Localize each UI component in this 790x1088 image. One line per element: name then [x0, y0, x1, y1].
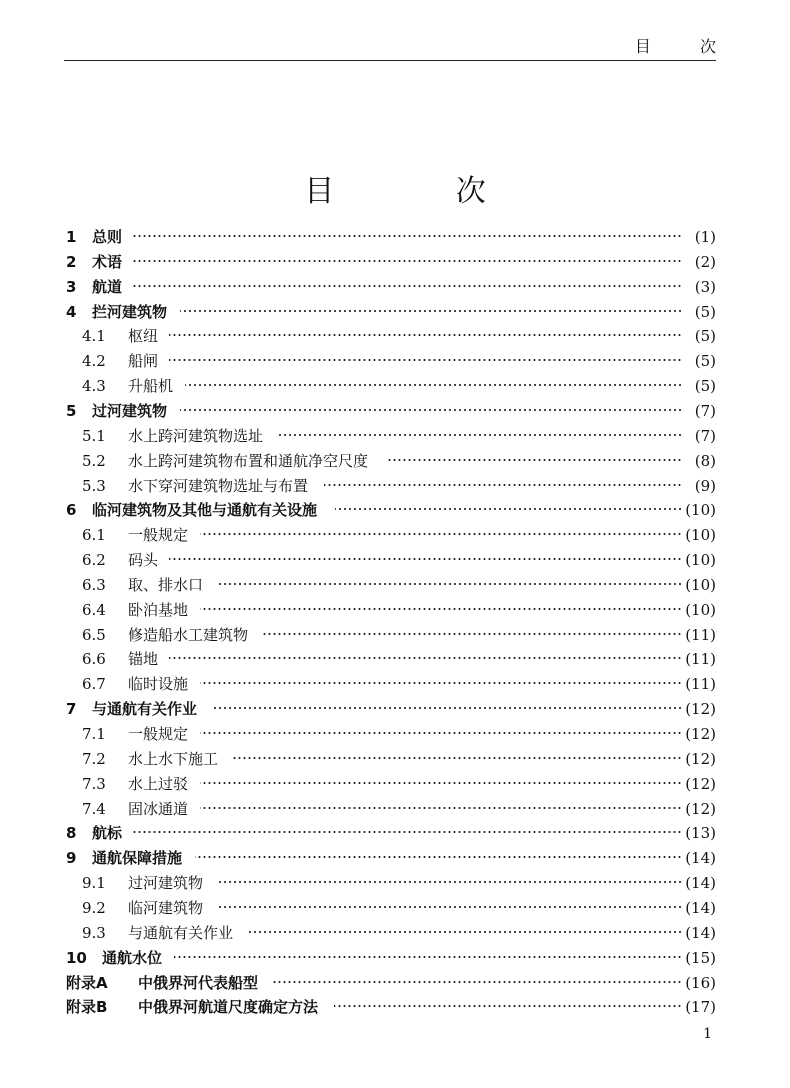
- toc-entry-number: 7.3: [82, 774, 106, 793]
- toc-entry-number: 4.2: [82, 352, 106, 371]
- toc-entry-title: 与通航有关作业: [128, 923, 234, 942]
- toc-entry[interactable]: [0, 599, 790, 621]
- toc-entry[interactable]: [0, 847, 790, 869]
- toc-entry-number: 6.6: [82, 650, 106, 669]
- toc-entry-page: (7): [694, 401, 716, 420]
- toc-entry-number: 7.1: [82, 725, 106, 743]
- toc-leader-dots: [200, 730, 682, 736]
- toc-entry-number: 5: [66, 401, 77, 420]
- toc-entry-title: 水上跨河建筑物布置和通航净空尺度: [128, 451, 369, 470]
- toc-entry[interactable]: [0, 624, 790, 646]
- toc-leader-dots: [169, 357, 682, 363]
- toc-entry-page: (10): [685, 600, 716, 619]
- toc-entry[interactable]: [0, 350, 790, 372]
- toc-leader-dots: [272, 979, 682, 985]
- toc-entry-title: 术语: [92, 252, 123, 271]
- toc-leader-dots: [133, 829, 682, 835]
- toc-leader-dots: [200, 805, 682, 811]
- toc-entry-page: (14): [685, 849, 716, 868]
- toc-entry-number: 6.1: [82, 526, 106, 545]
- toc-leader-dots: [200, 780, 682, 786]
- toc-entry-number: 9.2: [82, 898, 106, 917]
- toc-entry-page: (10): [685, 526, 716, 545]
- toc-entry-page: (11): [685, 650, 716, 669]
- toc-entry-page: (12): [685, 700, 716, 719]
- toc-entry[interactable]: [0, 872, 790, 894]
- toc-entry-number: 7: [66, 700, 77, 719]
- toc-entry-title: 过河建筑物: [92, 401, 168, 420]
- page-title: 目 次: [304, 174, 542, 209]
- toc-leader-dots: [334, 1003, 682, 1009]
- toc-leader-dots: [247, 929, 683, 935]
- toc-entry-page: (8): [694, 451, 716, 470]
- toc-entry-number: 9.3: [82, 923, 106, 942]
- toc-entry[interactable]: [0, 947, 790, 969]
- toc-entry-page: (10): [685, 551, 716, 570]
- toc-entry-title: 航道: [92, 277, 123, 296]
- toc-entry-title: 中俄界河代表船型: [138, 973, 259, 992]
- toc-leader-dots: [180, 308, 683, 314]
- toc-entry[interactable]: [0, 698, 790, 720]
- toc-leader-dots: [200, 606, 682, 612]
- toc-leader-dots: [133, 258, 682, 264]
- toc-entry-number: 6: [66, 501, 77, 520]
- toc-entry[interactable]: [0, 673, 790, 695]
- toc-entry-page: (9): [694, 476, 716, 495]
- toc-entry[interactable]: [0, 375, 790, 397]
- toc-entry-page: (13): [685, 824, 716, 843]
- toc-entry-title: 通航保障措施: [92, 849, 183, 868]
- running-head: 目 次: [634, 37, 738, 56]
- toc-entry-title: 取、排水口: [128, 575, 204, 594]
- toc-leader-dots: [335, 506, 683, 512]
- toc-entry-number: 9.1: [82, 874, 106, 893]
- toc-leader-dots: [180, 407, 683, 413]
- toc-leader-dots: [231, 755, 682, 761]
- toc-entry-number: 5.3: [82, 476, 106, 495]
- toc-entry-page: (5): [694, 302, 716, 321]
- toc-leader-dots: [386, 457, 682, 463]
- toc-leader-dots: [174, 954, 682, 960]
- toc-entry-number: 3: [66, 277, 77, 296]
- toc-entry[interactable]: [0, 773, 790, 795]
- toc-entry-title: 航标: [92, 824, 123, 843]
- toc-entry-page: (17): [685, 998, 716, 1017]
- toc-entry-page: (3): [694, 277, 716, 296]
- toc-entry-title: 水上过驳: [128, 774, 189, 793]
- toc-entry-page: (11): [685, 675, 716, 694]
- toc-leader-dots: [216, 879, 683, 885]
- toc-entry-number: 附录A: [66, 973, 108, 992]
- toc-entry-page: (11): [685, 625, 716, 644]
- toc-entry-page: (12): [685, 749, 716, 768]
- toc-entry-title: 修造船水工建筑物: [128, 625, 249, 644]
- toc-entry-page: (12): [685, 799, 716, 818]
- toc-entry-title: 一般规定: [128, 526, 189, 545]
- toc-entry-number: 6.3: [82, 575, 106, 594]
- toc-entry-number: 6.7: [82, 675, 106, 694]
- toc-entry-number: 4: [66, 302, 77, 321]
- toc-entry[interactable]: [0, 524, 790, 546]
- toc-leader-dots: [278, 432, 683, 438]
- page-number: 1: [703, 1026, 712, 1042]
- toc-entry[interactable]: [0, 574, 790, 596]
- toc-entry[interactable]: [0, 822, 790, 844]
- toc-entry-number: 6.5: [82, 625, 106, 644]
- toc-entry-title: 码头: [128, 551, 159, 570]
- toc-entry-number: 8: [66, 824, 77, 843]
- toc-entry[interactable]: [0, 748, 790, 770]
- toc-leader-dots: [200, 680, 682, 686]
- toc-entry[interactable]: [0, 276, 790, 298]
- toc-leader-dots: [185, 382, 683, 388]
- toc-entry-title: 拦河建筑物: [92, 302, 168, 321]
- toc-leader-dots: [133, 283, 682, 289]
- toc-entry-page: (1): [694, 228, 716, 246]
- toc-entry[interactable]: [0, 251, 790, 273]
- toc-leader-dots: [133, 233, 682, 239]
- toc-entry[interactable]: [0, 798, 790, 820]
- toc-entry-number: 2: [66, 252, 77, 271]
- toc-entry-number: 5.1: [82, 426, 106, 445]
- toc-leader-dots: [200, 531, 682, 537]
- toc-entry-page: (10): [685, 501, 716, 520]
- toc-entry[interactable]: [0, 972, 790, 994]
- toc-leader-dots: [216, 904, 683, 910]
- toc-entry-title: 水上跨河建筑物选址: [128, 426, 264, 445]
- toc-entry-number: 1: [66, 228, 77, 246]
- toc-entry-page: (16): [685, 973, 716, 992]
- toc-entry-number: 4.1: [82, 327, 106, 346]
- toc-entry-page: (2): [694, 252, 716, 271]
- toc-entry[interactable]: [0, 549, 790, 571]
- toc-entry[interactable]: [0, 648, 790, 670]
- toc-entry-title: 临河建筑物: [128, 898, 204, 917]
- toc-entry-number: 9: [66, 849, 77, 868]
- toc-leader-dots: [324, 482, 682, 488]
- toc-entry[interactable]: [0, 723, 790, 745]
- toc-entry-title: 过河建筑物: [128, 874, 204, 893]
- toc-entry[interactable]: [0, 425, 790, 447]
- toc-entry-title: 与通航有关作业: [92, 700, 198, 719]
- toc-entry[interactable]: [0, 996, 790, 1018]
- toc-leader-dots: [169, 332, 682, 338]
- toc-entry-title: 固冰通道: [128, 799, 189, 818]
- toc-leader-dots: [195, 854, 682, 860]
- toc-entry-page: (7): [694, 426, 716, 445]
- toc-entry-number: 7.2: [82, 749, 106, 768]
- toc-entry-number: 附录B: [66, 998, 108, 1017]
- toc-entry-number: 10: [66, 948, 87, 967]
- toc-entry-title: 卧泊基地: [128, 600, 189, 619]
- toc-entry-page: (12): [685, 725, 716, 743]
- toc-leader-dots: [216, 581, 683, 587]
- toc-entry-title: 临河建筑物及其他与通航有关设施: [92, 501, 318, 520]
- toc-entry-title: 一般规定: [128, 725, 189, 743]
- toc-entry-number: 7.4: [82, 799, 106, 818]
- toc-entry[interactable]: [0, 226, 790, 248]
- toc-leader-dots: [169, 655, 682, 661]
- toc-entry-title: 水上水下施工: [128, 749, 219, 768]
- toc-entry-title: 临时设施: [128, 675, 189, 694]
- toc-entry-title: 通航水位: [102, 948, 163, 967]
- toc-entry[interactable]: [0, 499, 790, 521]
- toc-entry-title: 中俄界河航道尺度确定方法: [138, 998, 319, 1017]
- toc-entry-title: 水下穿河建筑物选址与布置: [128, 476, 309, 495]
- toc-entry[interactable]: [0, 450, 790, 472]
- toc-entry[interactable]: [0, 301, 790, 323]
- toc-entry-title: 船闸: [128, 352, 159, 371]
- header-rule: [64, 60, 716, 61]
- toc-entry[interactable]: [0, 897, 790, 919]
- toc-entry-page: (14): [685, 874, 716, 893]
- toc-entry-page: (5): [694, 377, 716, 396]
- toc-leader-dots: [169, 556, 682, 562]
- toc-entry-page: (12): [685, 774, 716, 793]
- toc-entry[interactable]: [0, 922, 790, 944]
- toc-entry-number: 6.2: [82, 551, 106, 570]
- toc-leader-dots: [262, 631, 682, 637]
- toc-entry-page: (15): [685, 948, 716, 967]
- toc-entry-number: 5.2: [82, 451, 106, 470]
- toc-entry-page: (14): [685, 898, 716, 917]
- toc-entry-number: 6.4: [82, 600, 106, 619]
- toc-entry-title: 锚地: [128, 650, 159, 669]
- toc-entry-page: (14): [685, 923, 716, 942]
- toc-entry-number: 4.3: [82, 377, 106, 396]
- toc-entry-page: (5): [694, 352, 716, 371]
- toc-entry[interactable]: [0, 325, 790, 347]
- toc-entry-title: 总则: [92, 228, 123, 246]
- toc-entry[interactable]: [0, 400, 790, 422]
- toc-entry-page: (10): [685, 575, 716, 594]
- toc-entry-page: (5): [694, 327, 716, 346]
- toc-entry-title: 升船机: [128, 377, 174, 396]
- toc-leader-dots: [211, 705, 683, 711]
- toc-entry[interactable]: [0, 475, 790, 497]
- toc-entry-title: 枢纽: [128, 327, 159, 346]
